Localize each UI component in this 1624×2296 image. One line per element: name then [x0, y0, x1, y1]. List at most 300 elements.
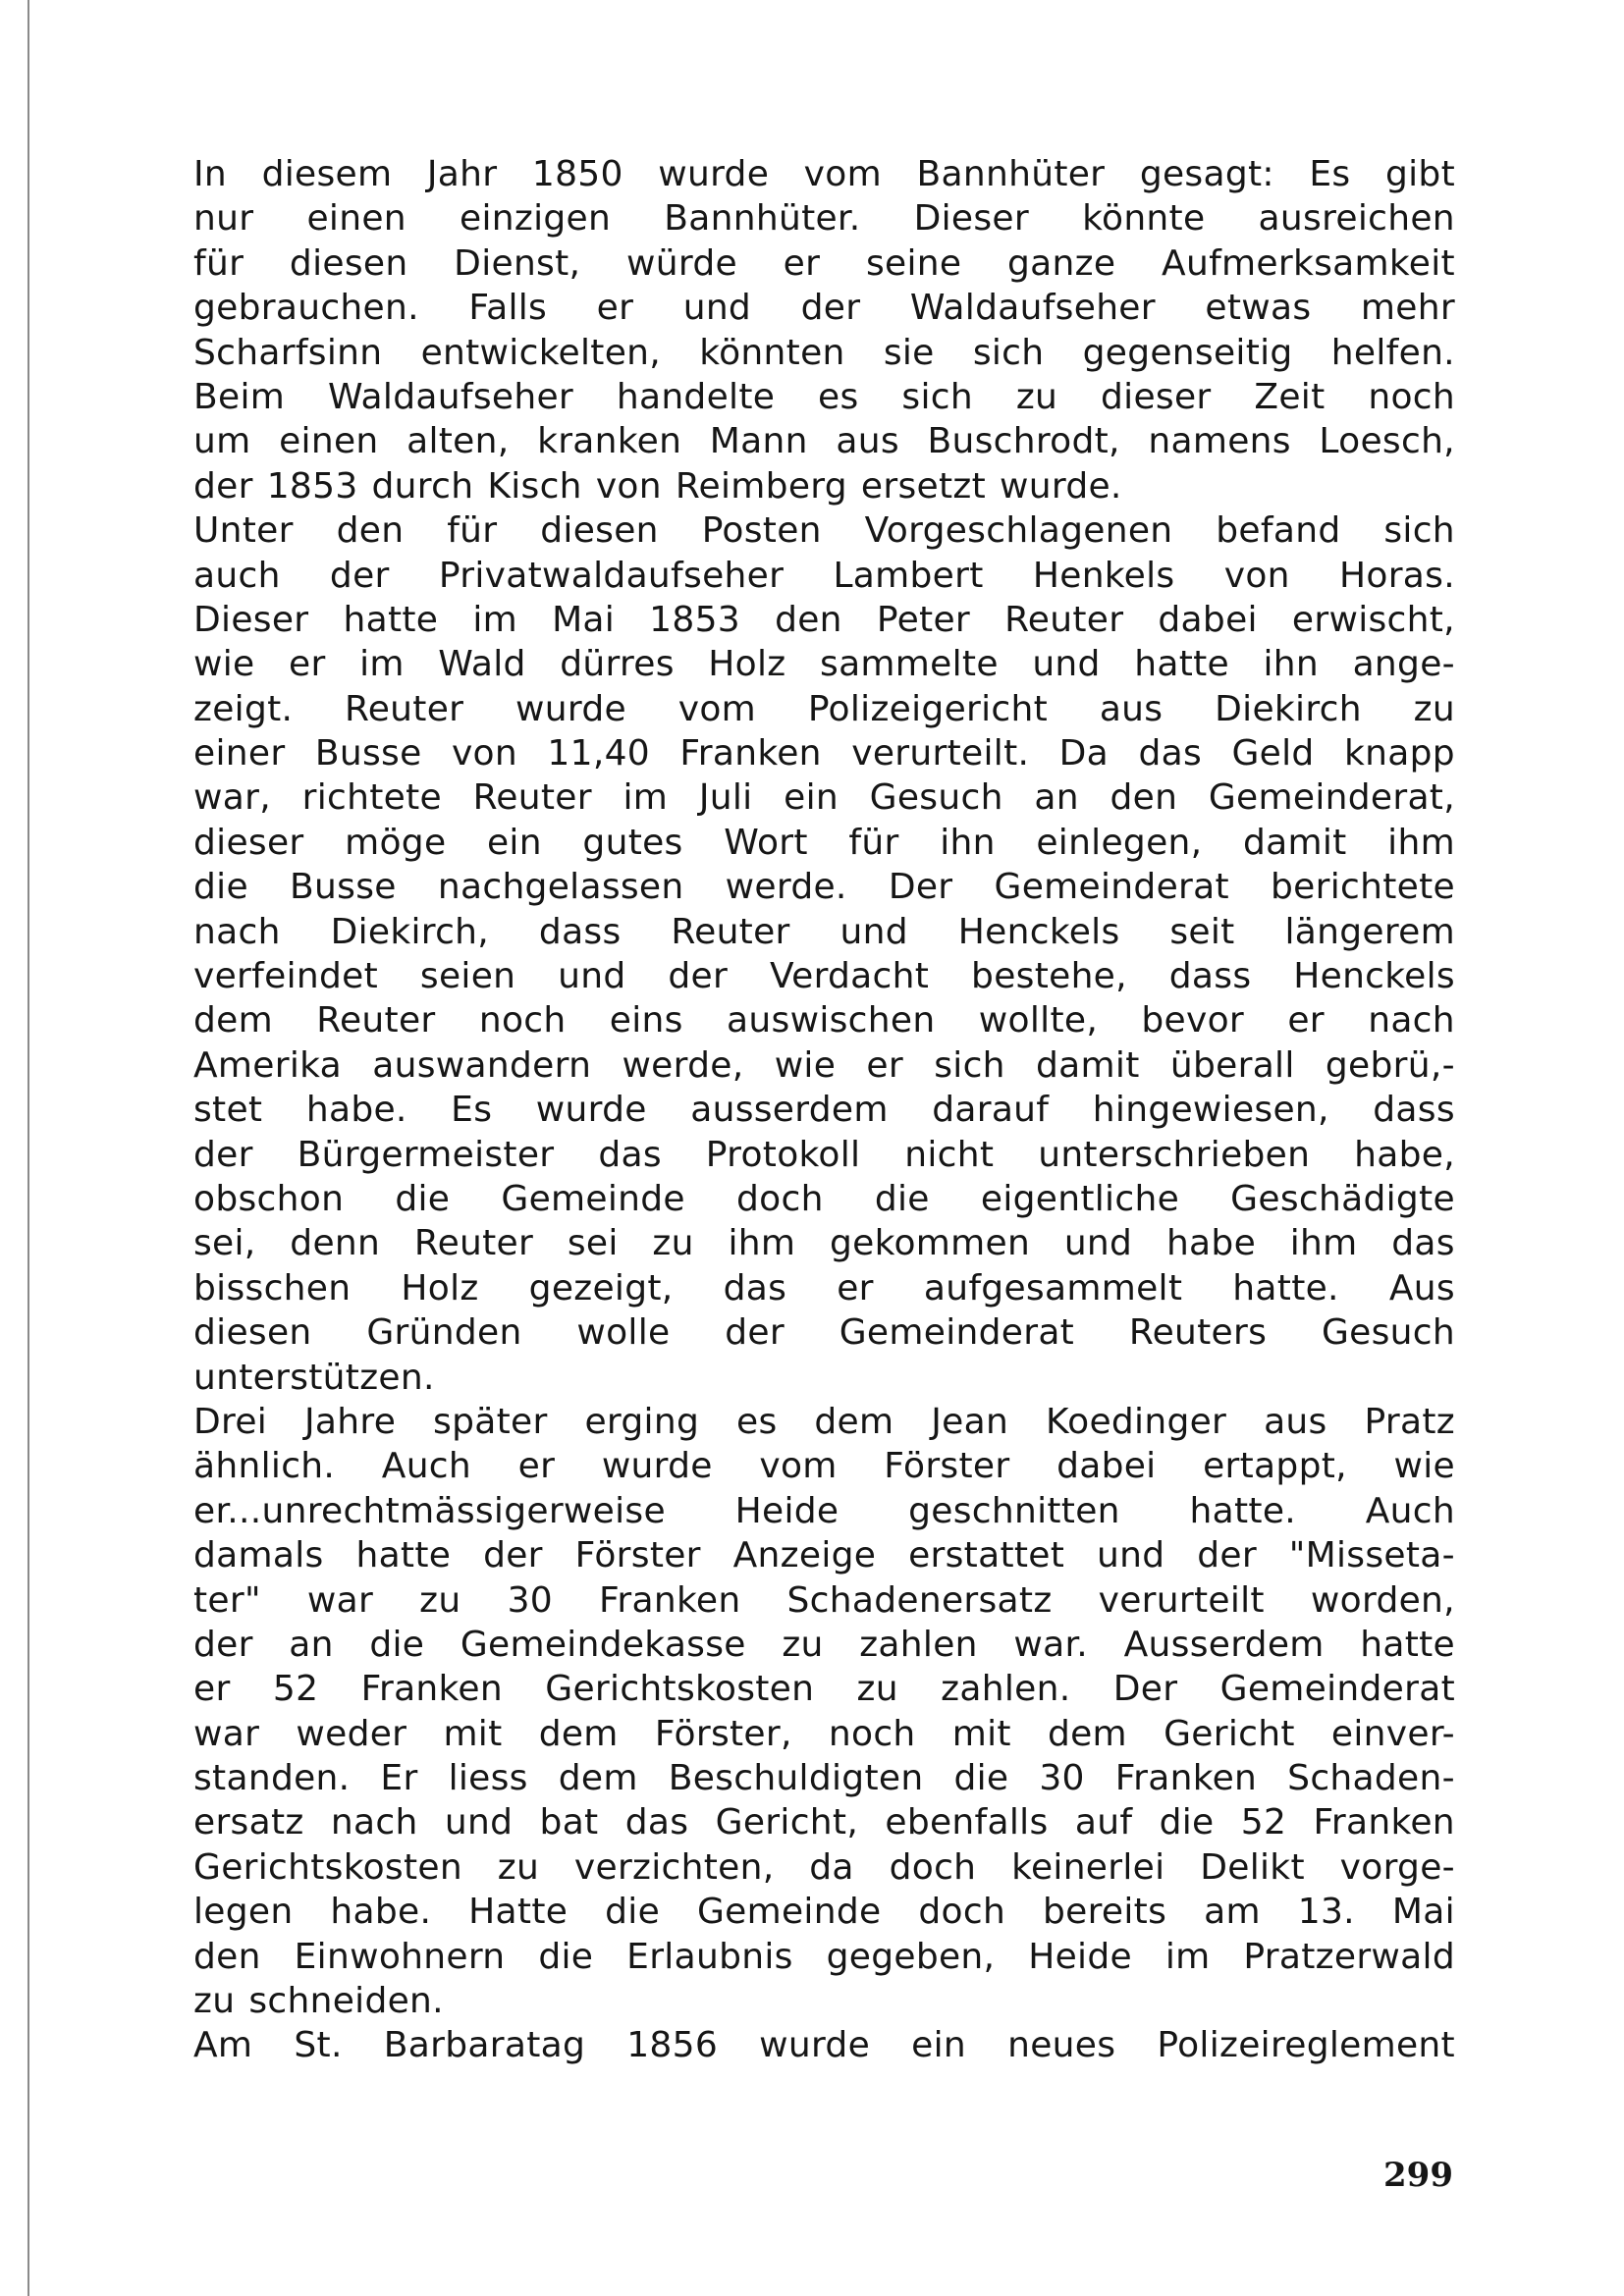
- word: darauf: [932, 1090, 1050, 1131]
- text-line: [193, 1845, 1455, 1890]
- word: Förster: [884, 1446, 1010, 1487]
- text-line: [193, 286, 1455, 330]
- word: wurde: [759, 2025, 871, 2066]
- word: diesem: [261, 154, 393, 194]
- word: vorge-: [1339, 1846, 1455, 1888]
- word: aus: [1264, 1401, 1327, 1442]
- word: namens: [1148, 421, 1291, 462]
- text-line: [193, 1712, 1455, 1756]
- word: Gemeinderat,: [1208, 777, 1455, 819]
- text-line: [193, 642, 1455, 686]
- word: diesen: [289, 242, 408, 284]
- text-line: [193, 998, 1455, 1042]
- word: unterstützen.: [193, 1357, 435, 1398]
- text-line: [193, 1177, 1455, 1221]
- word: befand: [1216, 510, 1341, 552]
- word: Es: [1309, 154, 1351, 194]
- word: Erlaubnis: [626, 1936, 793, 1977]
- word: den: [193, 1936, 261, 1977]
- word: Einwohnern: [294, 1936, 506, 1977]
- word: Busse: [314, 733, 422, 774]
- word: den: [1110, 777, 1178, 819]
- word: und: [1032, 644, 1101, 685]
- word: Kisch: [487, 465, 582, 507]
- word: Pratzerwald: [1243, 1936, 1455, 1977]
- word: nach: [1368, 1000, 1455, 1041]
- word: In: [193, 154, 228, 194]
- word: im: [472, 599, 517, 640]
- word: wurde.: [1000, 465, 1122, 507]
- text-line: [193, 1400, 1455, 1444]
- word: dabei: [1158, 599, 1258, 640]
- word: dass: [1373, 1090, 1455, 1131]
- word: im: [359, 644, 405, 685]
- word: längerem: [1284, 911, 1455, 952]
- text-line: [193, 464, 1455, 508]
- word: Er: [380, 1758, 418, 1799]
- word: 1856: [626, 2025, 719, 2066]
- word: ange-: [1352, 644, 1455, 685]
- word: zahlen: [859, 1624, 978, 1665]
- word: er: [289, 644, 326, 685]
- word: ihm: [728, 1223, 796, 1264]
- word: er: [193, 1669, 231, 1710]
- text-line: [193, 687, 1455, 731]
- word: Amerika: [193, 1044, 343, 1086]
- word: die: [874, 1178, 930, 1219]
- word: Gesuch: [1321, 1312, 1455, 1354]
- word: Reimberg: [675, 465, 847, 507]
- word: hatte.: [1232, 1267, 1339, 1308]
- word: von: [1223, 555, 1290, 596]
- word: da: [809, 1846, 854, 1888]
- word: sich: [972, 332, 1045, 373]
- word: ein: [486, 822, 542, 863]
- word: verurteilt: [1098, 1579, 1265, 1621]
- word: gesagt:: [1139, 154, 1274, 194]
- word: doch: [736, 1178, 824, 1219]
- word: vom: [677, 688, 757, 729]
- word: erwischt,: [1291, 599, 1455, 640]
- word: war: [306, 1579, 374, 1621]
- text-line: [193, 1623, 1455, 1667]
- word: könnte: [1082, 198, 1206, 240]
- word: Reuter: [413, 1223, 534, 1264]
- word: zu: [497, 1846, 540, 1888]
- word: wolle: [576, 1312, 671, 1354]
- page-binding-edge: [27, 0, 29, 2296]
- word: "Misseta-: [1288, 1535, 1455, 1576]
- text-line: [193, 1221, 1455, 1265]
- word: war.: [1013, 1624, 1089, 1665]
- word: Verdacht: [769, 956, 930, 997]
- word: Hatte: [468, 1892, 568, 1933]
- word: auswandern: [372, 1044, 592, 1086]
- word: neues: [1007, 2025, 1116, 2066]
- word: verfeindet: [193, 956, 379, 997]
- word: Gemeinderat: [994, 867, 1229, 908]
- word: ein: [784, 777, 839, 819]
- word: schneiden.: [248, 1981, 444, 2022]
- word: Geld: [1231, 733, 1315, 774]
- word: einer: [193, 733, 286, 774]
- word: Am: [193, 2025, 253, 2066]
- word: seine: [865, 242, 962, 284]
- word: Auch: [1365, 1490, 1455, 1531]
- word: wie: [1393, 1446, 1455, 1487]
- word: den: [775, 599, 842, 640]
- text-line: [193, 910, 1455, 954]
- text-line: [193, 731, 1455, 775]
- word: 30: [507, 1579, 553, 1621]
- word: Jahr: [426, 154, 498, 194]
- word: Gerichtskosten: [193, 1846, 462, 1888]
- word: Bannhüter: [916, 154, 1106, 194]
- word: wurde: [515, 688, 626, 729]
- word: Wort: [724, 822, 808, 863]
- word: einen: [279, 421, 379, 462]
- word: Dienst,: [454, 242, 581, 284]
- word: war,: [193, 777, 271, 819]
- word: gutes: [582, 822, 683, 863]
- word: Jean: [931, 1401, 1009, 1442]
- text-line: [193, 152, 1455, 196]
- word: Scharfsinn: [193, 332, 383, 373]
- word: dem: [814, 1401, 894, 1442]
- page-number: 299: [1383, 2156, 1453, 2195]
- word: Holz: [708, 644, 786, 685]
- word: Gerichtskosten: [545, 1669, 815, 1710]
- word: Da: [1058, 733, 1110, 774]
- word: Busse: [290, 867, 397, 908]
- word: nur: [193, 198, 254, 240]
- word: bat: [539, 1802, 599, 1843]
- word: ausreichen: [1258, 198, 1455, 240]
- word: dass: [538, 911, 622, 952]
- word: wie: [774, 1044, 837, 1086]
- text-line: [193, 419, 1455, 463]
- word: ähnlich.: [193, 1446, 336, 1487]
- word: standen.: [193, 1758, 351, 1799]
- word: Gemeinderat: [1219, 1669, 1455, 1710]
- word: sich: [901, 376, 973, 417]
- word: Holz: [401, 1267, 479, 1308]
- word: weder: [296, 1713, 407, 1754]
- word: die: [605, 1892, 661, 1933]
- word: ersatz: [193, 1802, 304, 1843]
- text-line: [193, 1310, 1455, 1355]
- word: Diekirch: [1215, 688, 1362, 729]
- word: für: [447, 510, 498, 552]
- word: mit: [951, 1713, 1011, 1754]
- word: die: [538, 1936, 594, 1977]
- text-line: [193, 821, 1455, 865]
- word: verurteilt.: [851, 733, 1030, 774]
- word: 30: [1039, 1758, 1085, 1799]
- text-line: [193, 1979, 1455, 2023]
- word: sich: [934, 1044, 1005, 1086]
- word: Horas.: [1339, 555, 1455, 596]
- word: Gründen: [366, 1312, 522, 1354]
- word: auswischen: [727, 1000, 936, 1041]
- word: der: [483, 1535, 543, 1576]
- word: Franken: [1114, 1758, 1258, 1799]
- word: stet: [193, 1090, 263, 1131]
- word: nicht: [904, 1134, 995, 1175]
- word: diesen: [193, 1312, 312, 1354]
- word: Waldaufseher: [327, 376, 573, 417]
- word: an: [289, 1624, 334, 1665]
- word: gekommen: [829, 1223, 1031, 1264]
- word: habe.: [330, 1892, 432, 1933]
- word: sich: [1383, 510, 1455, 552]
- word: das: [624, 1802, 689, 1843]
- word: Bürgermeister: [297, 1134, 555, 1175]
- text-line: [193, 1133, 1455, 1177]
- text-line: [193, 1890, 1455, 1934]
- word: Dieser: [913, 198, 1029, 240]
- word: der: [193, 1134, 253, 1175]
- word: Loesch,: [1319, 421, 1455, 462]
- word: damals: [193, 1535, 324, 1576]
- word: bestehe,: [971, 956, 1127, 997]
- text-line: [193, 598, 1455, 642]
- word: liess: [448, 1758, 528, 1799]
- word: könnten: [699, 332, 845, 373]
- word: die: [193, 867, 248, 908]
- word: möge: [345, 822, 447, 863]
- word: Es: [451, 1090, 493, 1131]
- text-line: [193, 954, 1455, 998]
- word: knapp: [1344, 733, 1455, 774]
- word: ihm: [1289, 1223, 1358, 1264]
- word: Geschädigte: [1230, 1178, 1455, 1219]
- text-line: [193, 1800, 1455, 1844]
- word: 1853: [266, 465, 358, 507]
- word: denn: [290, 1223, 381, 1264]
- word: die: [953, 1758, 1009, 1799]
- word: auf: [1074, 1802, 1133, 1843]
- word: Förster,: [654, 1713, 792, 1754]
- word: zu: [782, 1624, 824, 1665]
- word: und: [682, 288, 752, 329]
- word: würde: [626, 242, 737, 284]
- word: auch: [193, 555, 281, 596]
- word: Gericht,: [715, 1802, 859, 1843]
- word: Protokoll: [705, 1134, 861, 1175]
- word: der: [800, 288, 861, 329]
- word: hatte.: [1189, 1490, 1297, 1531]
- word: geschnitten: [908, 1490, 1120, 1531]
- word: diesen: [540, 510, 659, 552]
- text-line: [193, 775, 1455, 820]
- word: hatte: [355, 1535, 452, 1576]
- text-line: [193, 2023, 1455, 2067]
- word: Reuters: [1128, 1312, 1268, 1354]
- word: die: [1159, 1802, 1215, 1843]
- word: Aufmerksamkeit: [1162, 242, 1455, 284]
- word: wurde: [535, 1090, 647, 1131]
- word: ertappt,: [1203, 1446, 1347, 1487]
- word: zahlen.: [941, 1669, 1071, 1710]
- word: der: [1197, 1535, 1257, 1576]
- text-line: [193, 375, 1455, 419]
- word: er: [783, 242, 821, 284]
- word: zu: [652, 1223, 694, 1264]
- word: dem: [193, 1000, 273, 1041]
- text-line: [193, 1667, 1455, 1711]
- text-line: [193, 1356, 1455, 1400]
- text-line: [193, 331, 1455, 375]
- word: sie: [883, 332, 935, 373]
- word: überall: [1169, 1044, 1295, 1086]
- word: keinerlei: [1011, 1846, 1165, 1888]
- text-line: [193, 241, 1455, 286]
- word: es: [818, 376, 859, 417]
- word: noch: [1368, 376, 1455, 417]
- word: Bannhüter.: [664, 198, 861, 240]
- word: Peter: [876, 599, 971, 640]
- word: Auch: [381, 1446, 472, 1487]
- word: das: [723, 1267, 787, 1308]
- word: ausserdem: [690, 1090, 889, 1131]
- word: Privatwaldaufseher: [438, 555, 785, 596]
- word: Franken: [679, 733, 822, 774]
- word: einver-: [1330, 1713, 1455, 1754]
- word: Henkels: [1032, 555, 1175, 596]
- word: Barbaratag: [383, 2025, 586, 2066]
- word: Gemeinde: [696, 1892, 882, 1933]
- word: Franken: [360, 1669, 503, 1710]
- word: er: [1287, 1000, 1325, 1041]
- word: hatte: [1360, 1624, 1455, 1665]
- word: und: [839, 911, 908, 952]
- word: damit: [1242, 822, 1347, 863]
- word: sei,: [193, 1223, 256, 1264]
- word: Koedinger: [1046, 1401, 1227, 1442]
- word: gegeben,: [826, 1936, 996, 1977]
- word: nachgelassen: [437, 867, 684, 908]
- word: einlegen,: [1036, 822, 1203, 863]
- text-line: [193, 1489, 1455, 1533]
- word: im: [623, 777, 669, 819]
- word: zeigt.: [193, 688, 294, 729]
- word: ter": [193, 1579, 261, 1621]
- word: hingewiesen,: [1092, 1090, 1329, 1131]
- text-line: [193, 1756, 1455, 1800]
- word: einen: [306, 198, 406, 240]
- word: 52: [1240, 1802, 1287, 1843]
- text-line: [193, 1578, 1455, 1623]
- word: der: [668, 956, 729, 997]
- word: 1850: [531, 154, 623, 194]
- word: durch: [371, 465, 474, 507]
- word: Heide: [1028, 1936, 1132, 1977]
- text-line: [193, 865, 1455, 909]
- word: wollte,: [978, 1000, 1099, 1041]
- word: doch: [918, 1892, 1006, 1933]
- word: Der: [888, 867, 953, 908]
- word: nach: [193, 911, 281, 952]
- word: Schaden-: [1287, 1758, 1455, 1799]
- word: vom: [803, 154, 882, 194]
- word: dabei: [1056, 1446, 1157, 1487]
- word: sammelte: [820, 644, 999, 685]
- word: bevor: [1141, 1000, 1245, 1041]
- text-line: [193, 1533, 1455, 1577]
- word: gegenseitig: [1082, 332, 1293, 373]
- word: es: [736, 1401, 778, 1442]
- word: gezeigt,: [528, 1267, 674, 1308]
- word: ganze: [1007, 242, 1116, 284]
- text-line: [193, 1266, 1455, 1310]
- word: Schadenersatz: [786, 1579, 1053, 1621]
- word: Waldaufseher: [909, 288, 1156, 329]
- word: Dieser: [193, 599, 309, 640]
- word: nach: [330, 1802, 418, 1843]
- word: der: [725, 1312, 785, 1354]
- word: Henckels: [957, 911, 1120, 952]
- word: einzigen: [460, 198, 612, 240]
- word: Förster: [574, 1535, 701, 1576]
- word: worden,: [1310, 1579, 1455, 1621]
- word: verzichten,: [573, 1846, 775, 1888]
- word: zu: [1413, 688, 1455, 729]
- word: Reuter: [345, 688, 464, 729]
- word: dem: [1047, 1713, 1127, 1754]
- word: gebrauchen.: [193, 288, 419, 329]
- word: Reuter: [1004, 599, 1124, 640]
- word: vom: [759, 1446, 838, 1487]
- word: berichtete: [1271, 867, 1455, 908]
- word: er: [837, 1267, 874, 1308]
- word: an: [1034, 777, 1079, 819]
- word: für: [193, 242, 244, 284]
- word: der: [193, 465, 253, 507]
- word: und: [1096, 1535, 1165, 1576]
- word: 11,40: [547, 733, 650, 774]
- text-line: [193, 1043, 1455, 1088]
- word: Gesuch: [869, 777, 1003, 819]
- word: für: [848, 822, 899, 863]
- word: dieser: [1101, 376, 1212, 417]
- word: Polizeireglement: [1157, 2025, 1455, 2066]
- word: Henckels: [1293, 956, 1455, 997]
- word: hatte: [1134, 644, 1229, 685]
- word: richtete: [301, 777, 442, 819]
- word: werde,: [622, 1044, 744, 1086]
- word: Mann: [709, 421, 808, 462]
- word: Zeit: [1254, 376, 1326, 417]
- word: Posten: [701, 510, 822, 552]
- word: bisschen: [193, 1267, 352, 1308]
- word: Franken: [599, 1579, 741, 1621]
- word: Aus: [1388, 1267, 1455, 1308]
- word: ihm: [1387, 822, 1455, 863]
- word: er: [596, 288, 634, 329]
- word: noch: [478, 1000, 567, 1041]
- word: hatte: [343, 599, 439, 640]
- word: dieser: [193, 822, 304, 863]
- word: Polizeigericht: [807, 688, 1049, 729]
- word: Drei: [193, 1401, 268, 1442]
- word: aufgesammelt: [923, 1267, 1183, 1308]
- text-line: [193, 1935, 1455, 1979]
- word: erstattet: [908, 1535, 1065, 1576]
- word: Unter: [193, 510, 294, 552]
- word: 13.: [1297, 1892, 1355, 1933]
- word: Pratz: [1364, 1401, 1455, 1442]
